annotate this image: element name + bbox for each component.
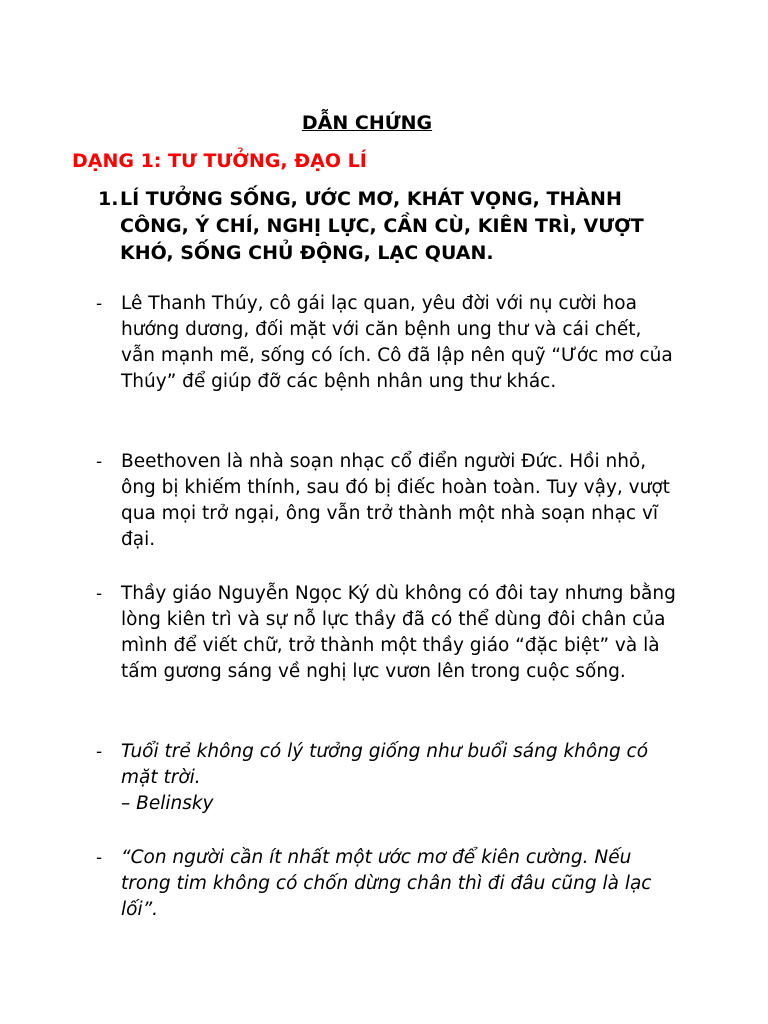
document-title: DẪN CHỨNG (301, 112, 433, 134)
list-item (96, 291, 676, 395)
topic-number: 1. (98, 188, 119, 210)
item-text: “Con người cần ít nhất một ước mơ để kiên cường. Nếu trong tim không có chốn dừng chân thì đi đâu cũng là lạc lối”. (121, 847, 652, 920)
bullet-dash: - (96, 584, 103, 604)
bullet-dash: - (96, 848, 103, 868)
quote-author: – Belinsky (121, 793, 214, 814)
list-item-quote (96, 739, 676, 817)
topic-heading (98, 186, 678, 267)
item-text: Lê Thanh Thúy, cô gái lạc quan, yêu đời với nụ cười hoa hướng dương, đối mặt với căn bệnh ung thư và cái chết, vẫn mạnh mẽ, sống có ích. Cô đã lập nên quỹ “Ước mơ của Thúy” để giúp đỡ các bệnh nhân ung thư khác. (121, 293, 673, 392)
quote-text: Tuổi trẻ không có lý tưởng giống như buổi sáng không có mặt trời. (121, 741, 649, 788)
list-item (96, 449, 676, 553)
bullet-dash: - (96, 742, 103, 762)
item-text: Beethoven là nhà soạn nhạc cổ điển người Đức. Hồi nhỏ, ông bị khiếm thính, sau đó bị điếc hoàn toàn. Tuy vậy, vượt qua mọi trở ngại, ông vẫn trở thành một nhà soạn nhạc vĩ đại. (121, 451, 670, 550)
bullet-dash: - (96, 452, 103, 472)
list-item (96, 845, 676, 923)
bullet-dash: - (96, 294, 103, 314)
section-heading: DẠNG 1: TƯ TƯỞNG, ĐẠO LÍ (72, 150, 367, 172)
list-item (96, 581, 676, 685)
item-text: Thầy giáo Nguyễn Ngọc Ký dù không có đôi tay nhưng bằng lòng kiên trì và sự nỗ lực thầy đã có thể dùng đôi chân của mình để viết chữ, trở thành một thầy giáo “đặc biệt” và là tấm gương sáng về nghị lực vươn lên trong cuộc sống. (121, 583, 676, 682)
topic-text: LÍ TƯỞNG SỐNG, ƯỚC MƠ, KHÁT VỌNG, THÀNH CÔNG, Ý CHÍ, NGHỊ LỰC, CẦN CÙ, KIÊN TRÌ, VƯỢT KHÓ, SỐNG CHỦ ĐỘNG, LẠC QUAN. (120, 188, 644, 264)
